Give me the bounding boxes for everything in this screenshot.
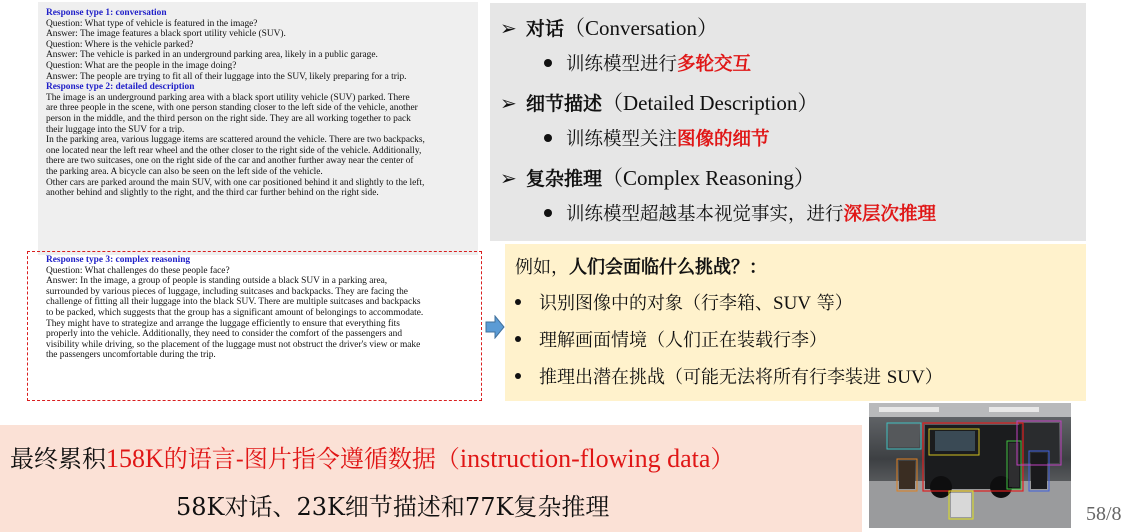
- example-item-2: 理解画面情境（人们正在装载行李）: [515, 329, 827, 353]
- text-line: Question: What type of vehicle is featured in the image?: [46, 18, 258, 29]
- response-type-3: [46, 255, 474, 361]
- bullet-detailed-description: ➢ 细节描述（Detailed Description）: [500, 91, 819, 115]
- dot-bullet-icon: [515, 336, 521, 342]
- dot-bullet-icon: [515, 299, 521, 305]
- response-type-2-heading: Response type 2: detailed description: [46, 82, 195, 93]
- dataset-total-line: 最终累积158K的语言-图片指令遵循数据（instruction-flowing data）: [10, 444, 735, 473]
- text-line: Question: What challenges do these people face?: [46, 265, 230, 276]
- response-type-1-heading: Response type 1: conversation: [46, 8, 167, 18]
- text-line: Question: Where is the vehicle parked?: [46, 39, 194, 50]
- text-line: They might have to strategize and arrange the luggage efficiently to ensure that everything fits: [46, 318, 400, 329]
- text-line: Question: What are the people in the image doing?: [46, 60, 237, 71]
- example-intro: 例如，人们会面临什么挑战？：: [515, 257, 767, 278]
- dot-bullet-icon: [544, 209, 552, 217]
- text-line: Answer: The image features a black sport utility vehicle (SUV).: [46, 29, 286, 40]
- text-line: visibility while driving, so the placement of the luggage must not obstruct the driver's view or make: [46, 339, 421, 350]
- sub-bullet-detailed-description: 训练模型关注图像的细节: [544, 128, 770, 152]
- example-item-1: 识别图像中的对象（行李箱、SUV 等）: [515, 292, 853, 316]
- text-line: the passengers uncomfortable during the trip.: [46, 350, 216, 361]
- bullet-conversation: ➢ 对话（Conversation）: [500, 16, 718, 40]
- text-line: are three people in the scene, with one person standing closer to the left side of the vehicle, another: [46, 103, 418, 114]
- text-line: Answer: In the image, a group of people is standing outside a black SUV in a parking area,: [46, 276, 388, 287]
- bullet-complex-reasoning: ➢ 复杂推理（Complex Reasoning）: [500, 166, 815, 190]
- arrow-bullet-icon: ➢: [500, 91, 517, 115]
- text-line: Answer: The people are trying to fit all of their luggage into the SUV, likely preparing for a trip.: [46, 71, 407, 82]
- response-type-3-heading: Response type 3: complex reasoning: [46, 255, 191, 265]
- text-line: the parking area. A bicycle can also be seen on the left side of the vehicle.: [46, 166, 323, 177]
- text-line: to be packed, which suggests that the group has a significant amount of belongings to accommodate.: [46, 307, 424, 318]
- dot-bullet-icon: [544, 59, 552, 67]
- text-line: their luggage into the SUV for a trip.: [46, 124, 185, 135]
- arrow-right-icon: [485, 315, 505, 339]
- dot-bullet-icon: [544, 134, 552, 142]
- arrow-bullet-icon: ➢: [500, 16, 517, 40]
- text-line: one located near the left rear wheel and the other closer to the right side of the vehicle. Additionally,: [46, 145, 422, 156]
- text-line: Other cars are parked around the main SUV, with one car positioned behind it and slightly to the left,: [46, 177, 425, 188]
- response-type-1: [46, 8, 474, 199]
- text-line: person in the middle, and the third person on the right side. They are all working together to pack: [46, 113, 411, 124]
- example-item-3: 推理出潜在挑战（可能无法将所有行李装进 SUV）: [515, 366, 943, 390]
- sub-bullet-conversation: 训练模型进行多轮交互: [544, 53, 751, 77]
- text-line: surrounded by various pieces of luggage, including suitcases and backpacks. They are facing the: [46, 286, 408, 297]
- text-line: another behind and slightly to the right, and the third car further behind on the right side.: [46, 188, 379, 199]
- text-line: In the parking area, various luggage items are scattered around the vehicle. There are two backpacks,: [46, 135, 425, 146]
- text-line: The image is an underground parking area with a black sport utility vehicle (SUV) parked. There: [46, 92, 410, 103]
- text-line: properly into the vehicle. Additionally, they need to consider the comfort of the passengers and: [46, 329, 403, 340]
- dot-bullet-icon: [515, 373, 521, 379]
- page-number: 58/8: [1086, 503, 1122, 525]
- parking-suv-photo: [869, 403, 1071, 528]
- text-line: challenge of fitting all their luggage into the black SUV. There are multiple suitcases and backpacks: [46, 297, 421, 308]
- dataset-breakdown-line: 58K对话、23K细节描述和77K复杂推理: [176, 493, 610, 521]
- text-line: Answer: The vehicle is parked in an underground parking area, likely in a public garage.: [46, 50, 378, 61]
- sub-bullet-complex-reasoning: 训练模型超越基本视觉事实，进行深层次推理: [544, 203, 936, 227]
- arrow-bullet-icon: ➢: [500, 166, 517, 190]
- text-line: there are two suitcases, one on the right side of the car and another further away near the center of: [46, 156, 414, 167]
